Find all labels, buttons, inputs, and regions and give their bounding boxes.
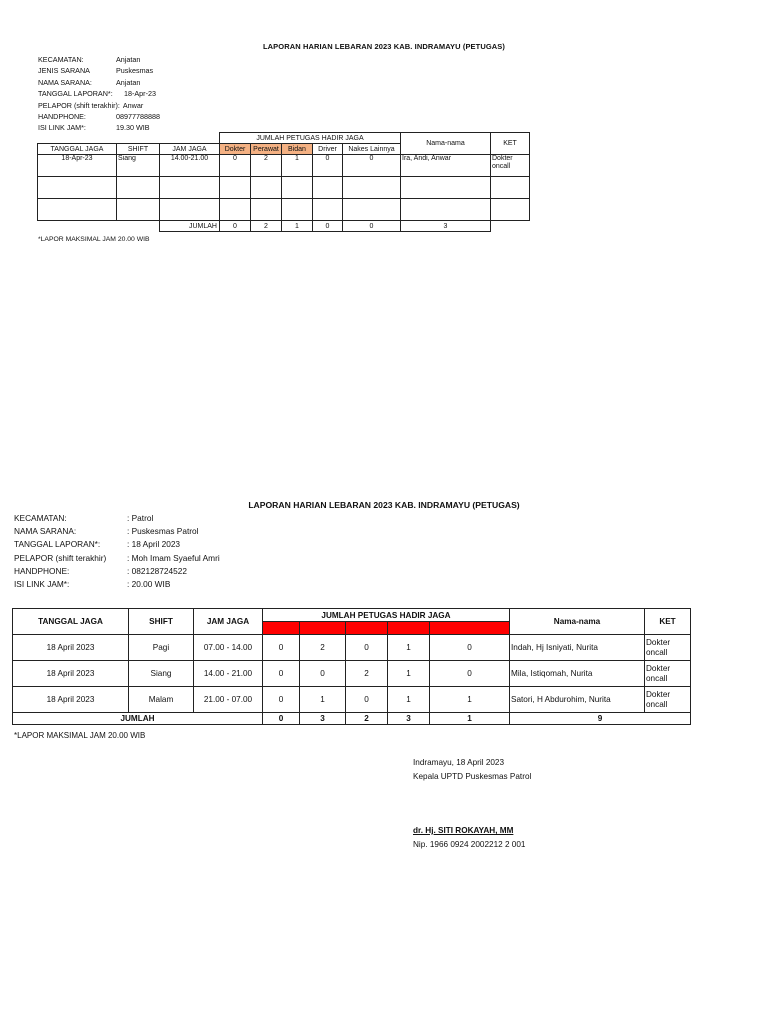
info-value: Anjatan	[116, 55, 141, 64]
empty-cell	[491, 177, 530, 199]
info-row-tanggal-laporan	[38, 88, 160, 99]
cell-tanggal: 18 April 2023	[13, 661, 129, 687]
cell-bidan: 0	[346, 635, 388, 661]
empty-cell	[38, 199, 117, 221]
info-row-isi-link-jam	[14, 578, 220, 591]
cell-nama: Mila, Istiqomah, Nurita	[510, 661, 645, 687]
col-header-perawat: Perawat	[251, 144, 282, 155]
empty-cell	[160, 177, 220, 199]
cell-nama: Ira, Andi, Anwar	[401, 155, 491, 177]
spacer-cell	[38, 221, 117, 232]
table-row	[13, 687, 691, 713]
report1-table	[37, 132, 530, 232]
report1-note: *LAPOR MAKSIMAL JAM 20.00 WIB	[38, 236, 150, 243]
total-perawat: 2	[251, 221, 282, 232]
info-row-pelapor	[38, 100, 160, 111]
col-header-nakes: Nakes Lainnya	[343, 144, 401, 155]
cell-ket: Dokter oncall	[645, 635, 691, 661]
empty-cell	[38, 177, 117, 199]
cell-shift: Pagi	[129, 635, 194, 661]
info-label: PELAPOR (shift terakhir):	[38, 100, 120, 110]
info-label: JENIS SARANA	[38, 66, 90, 76]
cell-dokter: 0	[263, 635, 300, 661]
col-header-ket: KET	[491, 133, 530, 155]
info-label: HANDPHONE:	[14, 565, 70, 576]
cell-nama: Satori, H Abdurohim, Nurita	[510, 687, 645, 713]
info-value: 19.30 WIB	[116, 123, 150, 133]
table-row-empty	[38, 177, 530, 199]
cell-perawat: 1	[300, 687, 346, 713]
col-header-shift: SHIFT	[129, 609, 194, 635]
col-header-nama: Nama-nama	[401, 133, 491, 155]
empty-cell	[117, 199, 160, 221]
info-label: TANGGAL LAPORAN*:	[38, 89, 113, 99]
table-row-empty	[38, 199, 530, 221]
report1-title: LAPORAN HARIAN LEBARAN 2023 KAB. INDRAMAYU (PETUGAS)	[262, 42, 506, 51]
cell-jam: 07.00 - 14.00	[194, 635, 263, 661]
empty-cell	[251, 199, 282, 221]
cell-nakes: 0	[430, 635, 510, 661]
info-row-kecamatan	[14, 512, 220, 525]
cell-bidan: 2	[346, 661, 388, 687]
total-bidan: 2	[346, 713, 388, 725]
info-value: : Moh Imam Syaeful Amri	[127, 552, 220, 563]
info-label: KECAMATAN:	[14, 513, 67, 523]
signature-nip: Nip. 1966 0924 2002212 2 001	[413, 840, 526, 849]
info-label: KECAMATAN:	[38, 55, 84, 64]
total-nama: 9	[510, 713, 691, 725]
spacer-cell	[38, 133, 117, 144]
empty-cell	[220, 177, 251, 199]
info-row-tanggal-laporan	[14, 538, 220, 551]
cell-perawat: 2	[251, 155, 282, 177]
total-nakes: 0	[343, 221, 401, 232]
info-label: ISI LINK JAM*:	[14, 579, 70, 590]
info-row-pelapor	[14, 552, 220, 565]
table-row	[38, 155, 530, 177]
cell-bidan: 1	[282, 155, 313, 177]
signature-position: Kepala UPTD Puskesmas Patrol	[413, 772, 532, 781]
group-header: JUMLAH PETUGAS HADIR JAGA	[263, 609, 510, 622]
report2-title: LAPORAN HARIAN LEBARAN 2023 KAB. INDRAMAYU (PETUGAS)	[248, 500, 520, 510]
cell-nakes: 0	[343, 155, 401, 177]
col-header-perawat: Perawat	[300, 622, 346, 635]
group-header: JUMLAH PETUGAS HADIR JAGA	[220, 133, 401, 144]
total-dokter: 0	[220, 221, 251, 232]
info-value: : 082128724522	[127, 565, 187, 576]
total-dokter: 0	[263, 713, 300, 725]
cell-nakes: 0	[430, 661, 510, 687]
info-label: HANDPHONE:	[38, 112, 86, 122]
table-header-row	[38, 133, 530, 144]
info-value: : 18 April 2023	[127, 539, 181, 550]
total-perawat: 3	[300, 713, 346, 725]
info-label: TANGGAL LAPORAN*:	[14, 539, 101, 550]
info-row-nama-sarana	[14, 525, 220, 538]
report2-info	[14, 512, 220, 591]
col-header-ket: KET	[645, 609, 691, 635]
cell-tanggal: 18 April 2023	[13, 635, 129, 661]
cell-jam: 21.00 - 07.00	[194, 687, 263, 713]
cell-jam: 14.00 - 21.00	[194, 661, 263, 687]
spacer-cell	[491, 221, 530, 232]
info-value: Puskesmas	[116, 66, 154, 76]
empty-cell	[313, 199, 343, 221]
cell-dokter: 0	[220, 155, 251, 177]
info-value: Anwar	[122, 100, 144, 110]
cell-perawat: 2	[300, 635, 346, 661]
spacer-cell	[117, 133, 160, 144]
signature-name: dr. Hj. SITI ROKAYAH, MM	[413, 826, 514, 835]
info-value: : Puskesmas Patrol	[127, 526, 199, 537]
info-value: : 20.00 WIB	[127, 579, 171, 590]
total-driver: 0	[313, 221, 343, 232]
col-header-tanggal: TANGGAL JAGA	[38, 144, 117, 155]
empty-cell	[117, 177, 160, 199]
col-header-shift: SHIFT	[117, 144, 160, 155]
info-row-handphone	[38, 111, 160, 122]
cell-ket: Dokter oncall	[645, 661, 691, 687]
empty-cell	[282, 199, 313, 221]
col-header-nama: Nama-nama	[510, 609, 645, 635]
spacer-cell	[160, 133, 220, 144]
table-header-row	[13, 609, 691, 622]
report2-table	[12, 608, 691, 725]
cell-shift: Malam	[129, 687, 194, 713]
total-label: JUMLAH	[13, 713, 263, 725]
report1-info	[38, 54, 160, 134]
info-row-kecamatan	[38, 54, 160, 65]
total-nama: 3	[401, 221, 491, 232]
spacer-cell	[117, 221, 160, 232]
col-header-jam: JAM JAGA	[160, 144, 220, 155]
table-row	[13, 635, 691, 661]
info-value: : Patrol	[127, 513, 154, 523]
total-label: JUMLAH	[160, 221, 220, 232]
cell-tanggal: 18 April 2023	[13, 687, 129, 713]
info-label: PELAPOR (shift terakhir)	[14, 552, 107, 563]
cell-bidan: 0	[346, 687, 388, 713]
empty-cell	[282, 177, 313, 199]
info-value: 18-Apr-23	[124, 89, 156, 99]
cell-jam: 14.00-21.00	[160, 155, 220, 177]
info-value: 08977788888	[116, 112, 160, 122]
empty-cell	[401, 199, 491, 221]
empty-cell	[343, 177, 401, 199]
info-label: ISI LINK JAM*:	[38, 123, 86, 133]
cell-driver: 1	[388, 661, 430, 687]
report2-note: *LAPOR MAKSIMAL JAM 20.00 WIB	[14, 731, 146, 740]
cell-ket: Dokter oncall	[491, 155, 530, 177]
empty-cell	[251, 177, 282, 199]
empty-cell	[313, 177, 343, 199]
cell-nakes: 1	[430, 687, 510, 713]
col-header-dokter: Dokter	[263, 622, 300, 635]
cell-driver: 0	[313, 155, 343, 177]
cell-tanggal: 18-Apr-23	[38, 155, 117, 177]
cell-dokter: 0	[263, 661, 300, 687]
cell-driver: 1	[388, 635, 430, 661]
info-label: NAMA SARANA:	[14, 526, 77, 537]
cell-nama: Indah, Hj Isniyati, Nurita	[510, 635, 645, 661]
cell-ket: Dokter oncall	[645, 687, 691, 713]
info-row-handphone	[14, 565, 220, 578]
col-header-jam: JAM JAGA	[194, 609, 263, 635]
empty-cell	[220, 199, 251, 221]
info-value: Anjatan	[116, 77, 141, 87]
col-header-nakes: Nakes Lainnya	[430, 622, 510, 635]
col-header-bidan: Bidan	[282, 144, 313, 155]
table-total-row	[13, 713, 691, 725]
total-nakes: 1	[430, 713, 510, 725]
table-total-row	[38, 221, 530, 232]
cell-shift: Siang	[117, 155, 160, 177]
cell-perawat: 0	[300, 661, 346, 687]
total-driver: 3	[388, 713, 430, 725]
col-header-tanggal: TANGGAL JAGA	[13, 609, 129, 635]
info-row-jenis-sarana	[38, 65, 160, 76]
cell-driver: 1	[388, 687, 430, 713]
cell-dokter: 0	[263, 687, 300, 713]
col-header-bidan: Bidan	[346, 622, 388, 635]
empty-cell	[343, 199, 401, 221]
cell-shift: Siang	[129, 661, 194, 687]
total-bidan: 1	[282, 221, 313, 232]
empty-cell	[491, 199, 530, 221]
table-row	[13, 661, 691, 687]
col-header-dokter: Dokter	[220, 144, 251, 155]
col-header-driver: Driver	[388, 622, 430, 635]
info-label: NAMA SARANA:	[38, 77, 92, 87]
empty-cell	[401, 177, 491, 199]
col-header-driver: Driver	[313, 144, 343, 155]
empty-cell	[160, 199, 220, 221]
signature-place-date: Indramayu, 18 April 2023	[413, 758, 505, 767]
info-row-nama-sarana	[38, 77, 160, 88]
